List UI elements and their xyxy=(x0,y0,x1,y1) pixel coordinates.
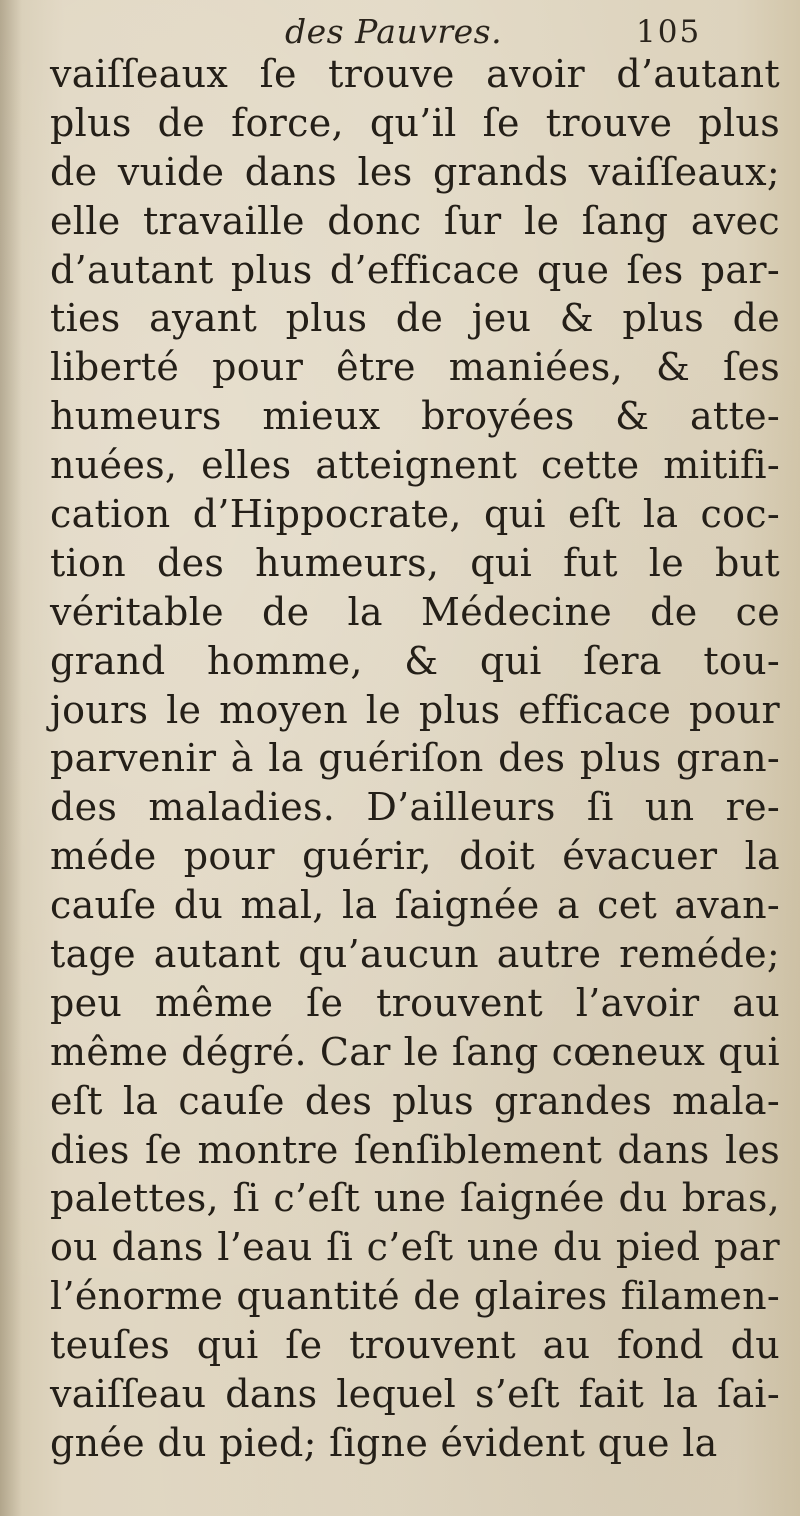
text-line: jours le moyen le plus efficace pour xyxy=(50,687,780,732)
body-text xyxy=(50,50,780,1468)
text-line: tion des humeurs, qui fut le but xyxy=(50,540,780,585)
text-line: méde pour guérir, doit évacuer la xyxy=(50,834,780,879)
page-number: 105 xyxy=(636,14,702,50)
page-gutter-shadow xyxy=(0,0,22,1516)
text-line: d’autant plus d’efficace que ſes par- xyxy=(50,247,780,292)
text-line: grand homme, & qui ſera tou- xyxy=(50,638,780,683)
text-line: teuſes qui ſe trouvent au fond du xyxy=(50,1323,780,1368)
text-line: ou dans l’eau ſi c’eſt une du pied par xyxy=(50,1225,780,1270)
text-line: des maladies. D’ailleurs ſi un re- xyxy=(50,785,780,830)
text-line: parvenir à la guériſon des plus gran- xyxy=(50,736,780,781)
text-line: elle travaille donc ſur le ſang avec xyxy=(50,198,780,243)
text-line: eſt la cauſe des plus grandes mala- xyxy=(50,1078,780,1123)
text-line: ties ayant plus de jeu & plus de xyxy=(50,296,780,341)
text-line: véritable de la Médecine de ce xyxy=(50,589,780,634)
text-line: nuées, elles atteignent cette mitifi- xyxy=(50,443,780,488)
text-line: même dégré. Car le ſang cœneux qui xyxy=(50,1029,780,1074)
text-line: humeurs mieux broyées & atte- xyxy=(50,394,780,439)
text-line: cation d’Hippocrate, qui eſt la coc- xyxy=(50,492,780,537)
text-line: tage autant qu’aucun autre reméde; xyxy=(50,932,780,977)
text-line: palettes, ſi c’eſt une ſaignée du bras, xyxy=(50,1176,780,1221)
text-line: cauſe du mal, la ſaignée a cet avan- xyxy=(50,883,780,928)
text-line: l’énorme quantité de glaires filamen- xyxy=(50,1274,780,1319)
text-line: gnée du pied; ſigne évident que la xyxy=(50,1420,718,1465)
text-line: liberté pour être maniées, & ſes xyxy=(50,345,780,390)
running-title: des Pauvres. xyxy=(285,12,503,51)
text-line: plus de force, qu’il ſe trouve plus xyxy=(50,100,780,145)
text-line: dies ſe montre ſenſiblement dans les xyxy=(50,1127,780,1172)
text-line: peu même ſe trouvent l’avoir au xyxy=(50,980,780,1025)
text-line: vaiſſeau dans lequel s’eſt fait la ſai- xyxy=(50,1372,780,1417)
text-line: de vuide dans les grands vaiſſeaux; xyxy=(50,149,780,194)
text-line: vaiſſeaux ſe trouve avoir d’autant xyxy=(50,52,780,96)
